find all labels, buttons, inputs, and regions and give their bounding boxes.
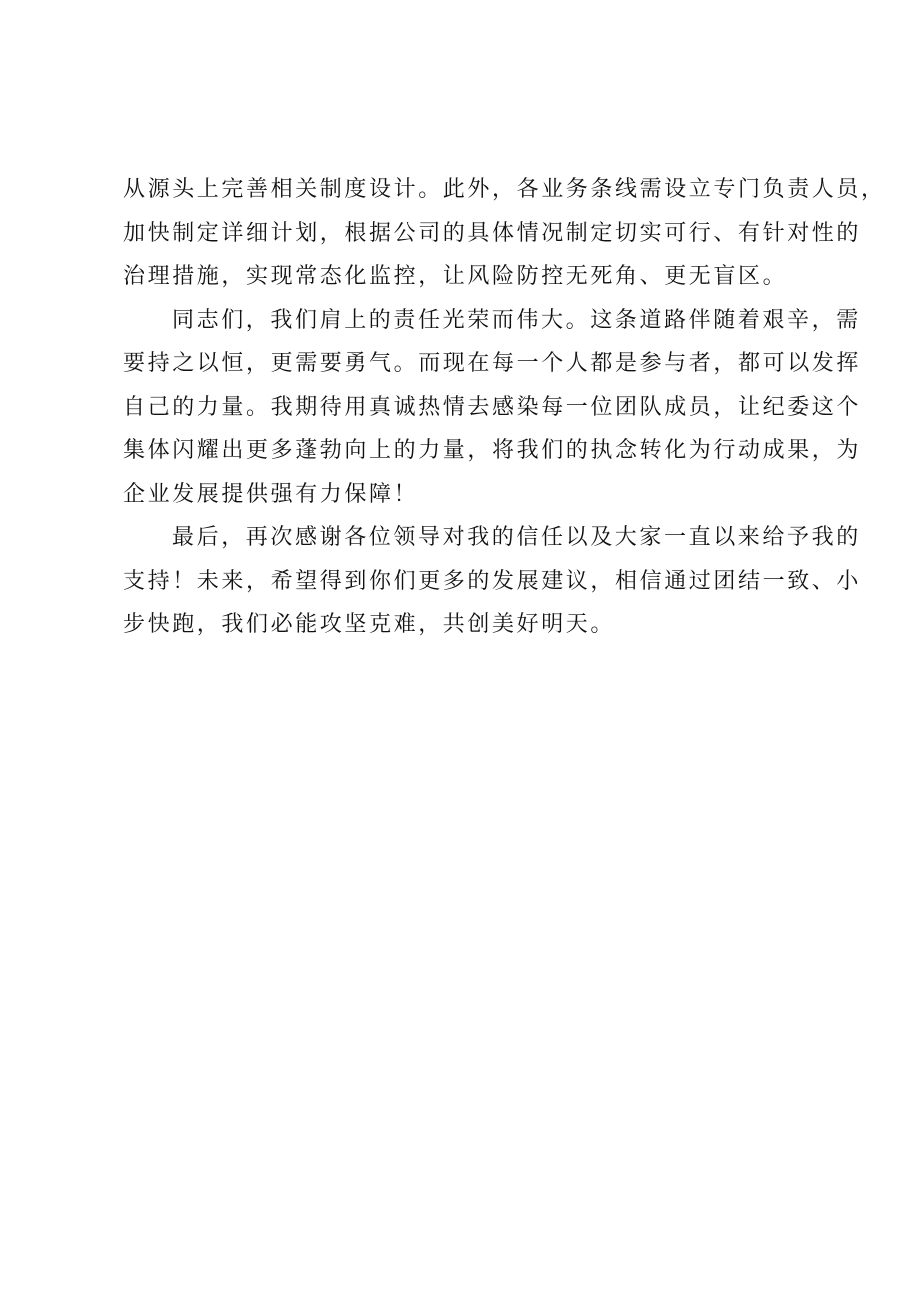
document-body (123, 168, 886, 647)
text-line: 治理措施，实现常态化监控，让风险防控无死角、更无盲区。 (123, 264, 788, 289)
text-line: 自己的力量。我期待用真诚热情去感染每一位团队成员，让纪委这个 (123, 394, 862, 420)
paragraph-start-line: 同志们，我们肩上的责任光荣而伟大。这条道路伴随着艰辛，需 (172, 307, 861, 333)
text-line: 从源头上完善相关制度设计。此外，各业务条线需设立专门负责人员， (123, 177, 886, 202)
text-line: 步快跑，我们必能攻坚克难，共创美好明天。 (123, 612, 616, 637)
text-line: 集体闪耀出更多蓬勃向上的力量，将我们的执念转化为行动成果，为 (123, 438, 862, 463)
text-line: 企业发展提供强有力保障！ (123, 481, 419, 507)
text-line: 加快制定详细计划，根据公司的具体情况制定切实可行、有针对性的 (123, 220, 862, 246)
text-line: 支持！未来，希望得到你们更多的发展建议，相信通过团结一致、小 (123, 568, 862, 594)
paragraph-start-line: 最后，再次感谢各位领导对我的信任以及大家一直以来给予我的 (172, 525, 861, 550)
text-line: 要持之以恒，更需要勇气。而现在每一个人都是参与者，都可以发挥 (123, 351, 862, 376)
